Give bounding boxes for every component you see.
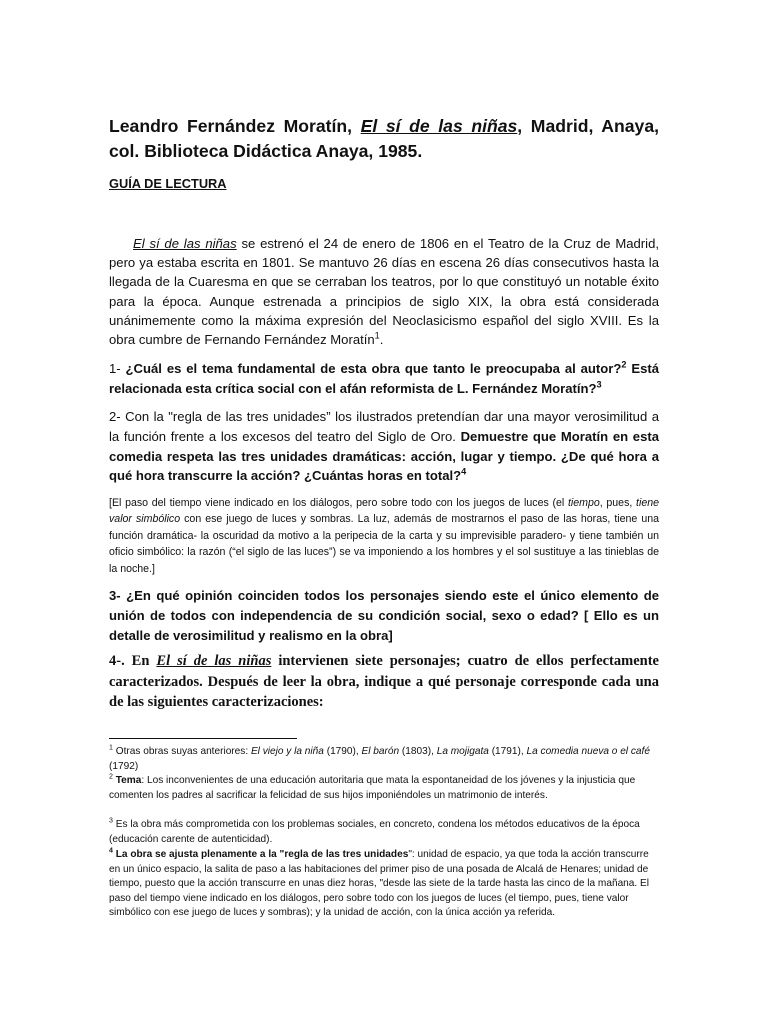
question-4: 4-. En El sí de las niñas intervienen siete personajes; cuatro de ellos perfectamente caracterizados. Después de leer la obra, indique a qué personaje corresponde cada una de las siguientes caracterizaciones: <box>109 653 659 710</box>
question-3: 3- ¿En qué opinión coinciden todos los personajes siendo este el único elemento de unión de todos con independencia de su condición social, sexo o edad? [ Ello es un detalle de verosimilitud y realismo en la obra] <box>109 588 659 643</box>
footnote-separator <box>109 738 297 739</box>
intro-paragraph: El sí de las niñas se estrenó el 24 de enero de 1806 en el Teatro de la Cruz de Madrid, pero ya estaba escrita en 1801. Se mantuvo 26 días en escena 26 días consecutivos hasta la llegada de la Cuaresma en que se cerraban los teatros, por lo que constituyó un notable éxito para la época. Aunque estrenada a principios de siglo XIX, la obra está considerada unánimemente como la máxima expresión del Neoclasicismo español del siglo XVIII. Es la obra cumbre de Fernando Fernández Moratín$^1$. <box>109 236 659 348</box>
guide-title: GUÍA DE LECTURA <box>109 176 227 191</box>
footnote-ref: 3 <box>596 379 602 390</box>
footnote-1: $^1$ Otras obras suyas anteriores: El viejo y la niña (1790), El barón (1803), La mojigata (1791), La comedia nueva o el café (1792) <box>109 744 650 772</box>
footnote-ref: 1 <box>374 330 380 341</box>
question-1-text: ¿Cuál es el tema fundamental de esta obra que tanto le preocupaba al autor? <box>125 361 622 376</box>
footnote-ref: 2 <box>621 359 627 370</box>
intro-work-title: El sí de las niñas <box>133 236 237 251</box>
footnote-2: $^2$ Tema: Los inconvenientes de una educación autoritaria que mata la espontaneidad de los jóvenes y la injusticia que comenten los padres al sacrificar la felicidad de sus hijos imponiéndoles un matrimonio de interés. <box>109 773 636 801</box>
footnote-4: $^4$ La obra se ajusta plenamente a la "regla de las tres unidades": unidad de espacio, ya que toda la acción transcurre en un único espacio, la salita de paso a las habitaciones del primer piso de una posada de Alcalá de Henares; unidad de tiempo, puesto que la acción transcurre en unas diez horas, "desde las siete de la tarde hasta las cinco de la mañana. El paso del tiempo viene indicado en los diálogos, pero sobre todo con los juegos de luces (el tiempo, pues, tiene valor simbólico con ese juego de luces y sombras); y la unidad de acción, con la única acción ya referida. <box>109 847 649 919</box>
bracket-note: [El paso del tiempo viene indicado en los diálogos, pero sobre todo con los juegos de luces (el tiempo, pues, tiene valor simbólico con ese juego de luces y sombras. La luz, además de mostrarnos el paso de las horas, tiene una función dramática- la oscuridad da motivo a la peripecia de la carta y su imprevisible paradero- y tiene también un oficio simbólico: la razón (“el siglo de las luces”) se va imponiendo a los hombres y el sol sustituye a las tinieblas de la noche.] <box>109 497 660 575</box>
question-4-work-title: El sí de las niñas <box>156 653 272 669</box>
footnote-3: $^3$ Es la obra más comprometida con los problemas sociales, en concreto, condena los métodos educativos de la época (educación carente de autenticidad). <box>109 817 640 845</box>
footnote-ref: 4 <box>461 467 467 478</box>
heading-work-title: El sí de las niñas <box>360 116 518 136</box>
question-2-text: Demuestre que Moratín en esta comedia respeta las tres unidades dramáticas: acción, lugar y tiempo. ¿De qué hora a qué hora transcurre la acción? ¿Cuántas horas en total? <box>109 428 659 484</box>
heading-publication: , Madrid, Anaya, col. Biblioteca Didáctica Anaya, 1985. <box>109 116 659 161</box>
question-2-context: 2- Con la "regla de las tres unidades” los ilustrados pretendían dar una mayor verosimilitud a la función frente a los excesos del teatro del Siglo de Oro. <box>109 409 659 444</box>
bibliographic-heading <box>109 114 659 164</box>
question-2 <box>109 407 659 486</box>
heading-author: Leandro Fernández Moratín, <box>109 116 361 136</box>
question-1: 1- ¿Cuál es el tema fundamental de esta obra que tanto le preocupaba al autor?$^2$ Está relacionada esta crítica social con el afán reformista de L. Fernández Moratín?$^3$ <box>109 359 660 396</box>
intro-text: se estrenó el 24 de enero de 1806 en el Teatro de la Cruz de Madrid, pero ya estaba escrita en 1801. Se mantuvo 26 días en escena 26 días consecutivos hasta la llegada de la Cuaresma en que se cerraban los teatros, por lo que constituyó un notable éxito para la época. Aunque estrenada a principios de siglo XIX, la obra está considerada unánimemente como la máxima expresión del Neoclasicismo español del siglo XVIII. Es la obra cumbre de Fernando Fernández Moratín <box>109 236 659 348</box>
question-4-text: intervienen siete personajes; cuatro de ellos perfectamente caracterizados. Después de leer la obra, indique a qué personaje corresponde cada una de las siguientes caracterizaciones: <box>109 653 659 710</box>
question-1-text-cont: Está relacionada esta crítica social con el afán reformista de L. Fernández Moratín? <box>109 361 660 396</box>
